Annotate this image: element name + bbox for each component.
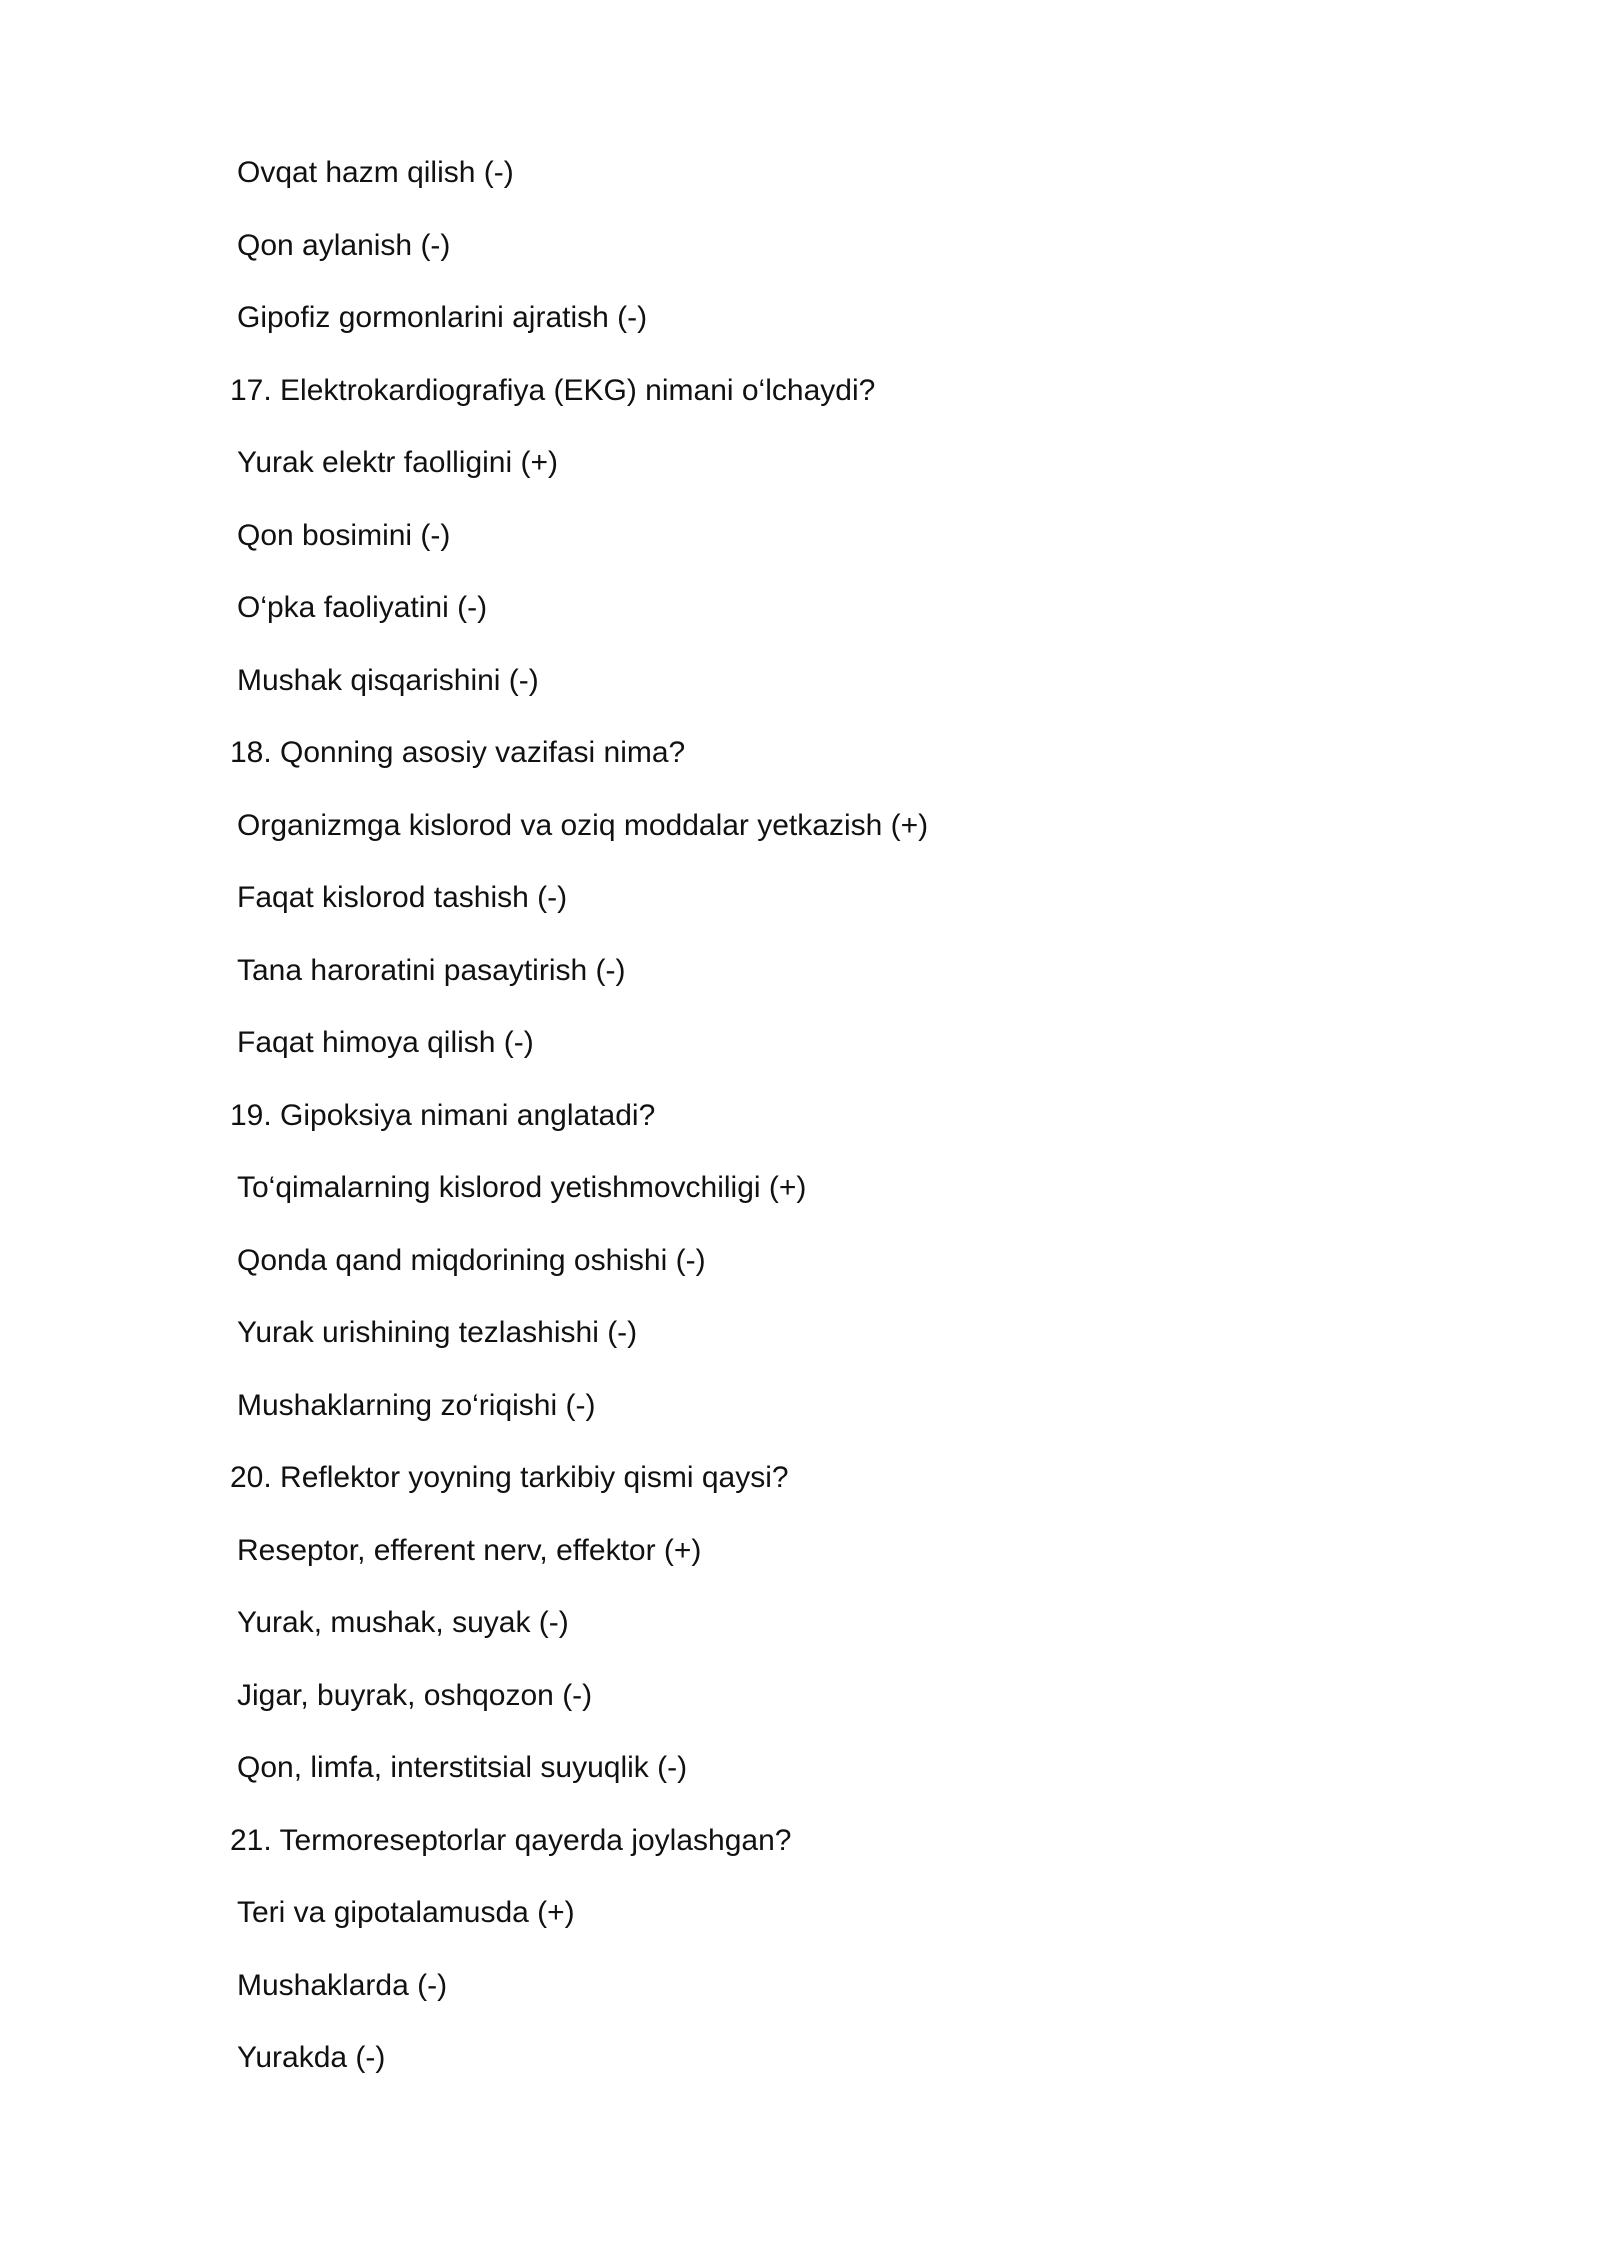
answer-option: Yurakda (-): [237, 2041, 386, 2074]
question-20: 20. Reflektor yoyning tarkibiy qismi qaysi?: [230, 1461, 789, 1494]
question-19: 19. Gipoksiya nimani anglatadi?: [230, 1098, 656, 1132]
answer-option: Qon, limfa, interstitsial suyuqlik (-): [237, 1751, 688, 1784]
answer-option: Faqat himoya qilish (-): [237, 1026, 534, 1059]
answer-option: Mushaklarda (-): [237, 1968, 448, 2002]
answer-option: Organizmga kislorod va oziq moddalar yetkazish (+): [237, 808, 929, 842]
answer-option: Jigar, buyrak, oshqozon (-): [237, 1678, 593, 1712]
quiz-text-body: [0, 145, 1600, 2103]
answer-option: Yurak urishining tezlashishi (-): [237, 1316, 638, 1349]
answer-option: Mushak qisqarishini (-): [237, 663, 539, 697]
answer-option: Yurak elektr faolligini (+): [237, 446, 558, 479]
question-21: 21. Termoreseptorlar qayerda joylashgan?: [230, 1823, 792, 1857]
answer-option: Mushaklarning zo‘riqishi (-): [237, 1388, 596, 1422]
answer-option: Teri va gipotalamusda (+): [237, 1896, 575, 1929]
answer-option: Qon aylanish (-): [237, 228, 451, 262]
answer-option: Ovqat hazm qilish (-): [237, 156, 514, 189]
answer-option: To‘qimalarning kislorod yetishmovchiligi (+): [237, 1171, 807, 1204]
question-17: 17. Elektrokardiografiya (EKG) nimani o‘lchaydi?: [230, 373, 876, 407]
answer-option: Qonda qand miqdorining oshishi (-): [237, 1243, 706, 1277]
question-18: 18. Qonning asosiy vazifasi nima?: [230, 736, 686, 769]
answer-option: O‘pka faoliyatini (-): [237, 591, 488, 624]
answer-option: Tana haroratini pasaytirish (-): [237, 953, 626, 987]
answer-option: Yurak, mushak, suyak (-): [237, 1606, 569, 1639]
answer-option: Faqat kislorod tashish (-): [237, 881, 568, 914]
answer-option: Qon bosimini (-): [237, 518, 451, 552]
answer-option: Reseptor, efferent nerv, effektor (+): [237, 1533, 702, 1567]
answer-option: Gipofiz gormonlarini ajratish (-): [237, 301, 648, 334]
